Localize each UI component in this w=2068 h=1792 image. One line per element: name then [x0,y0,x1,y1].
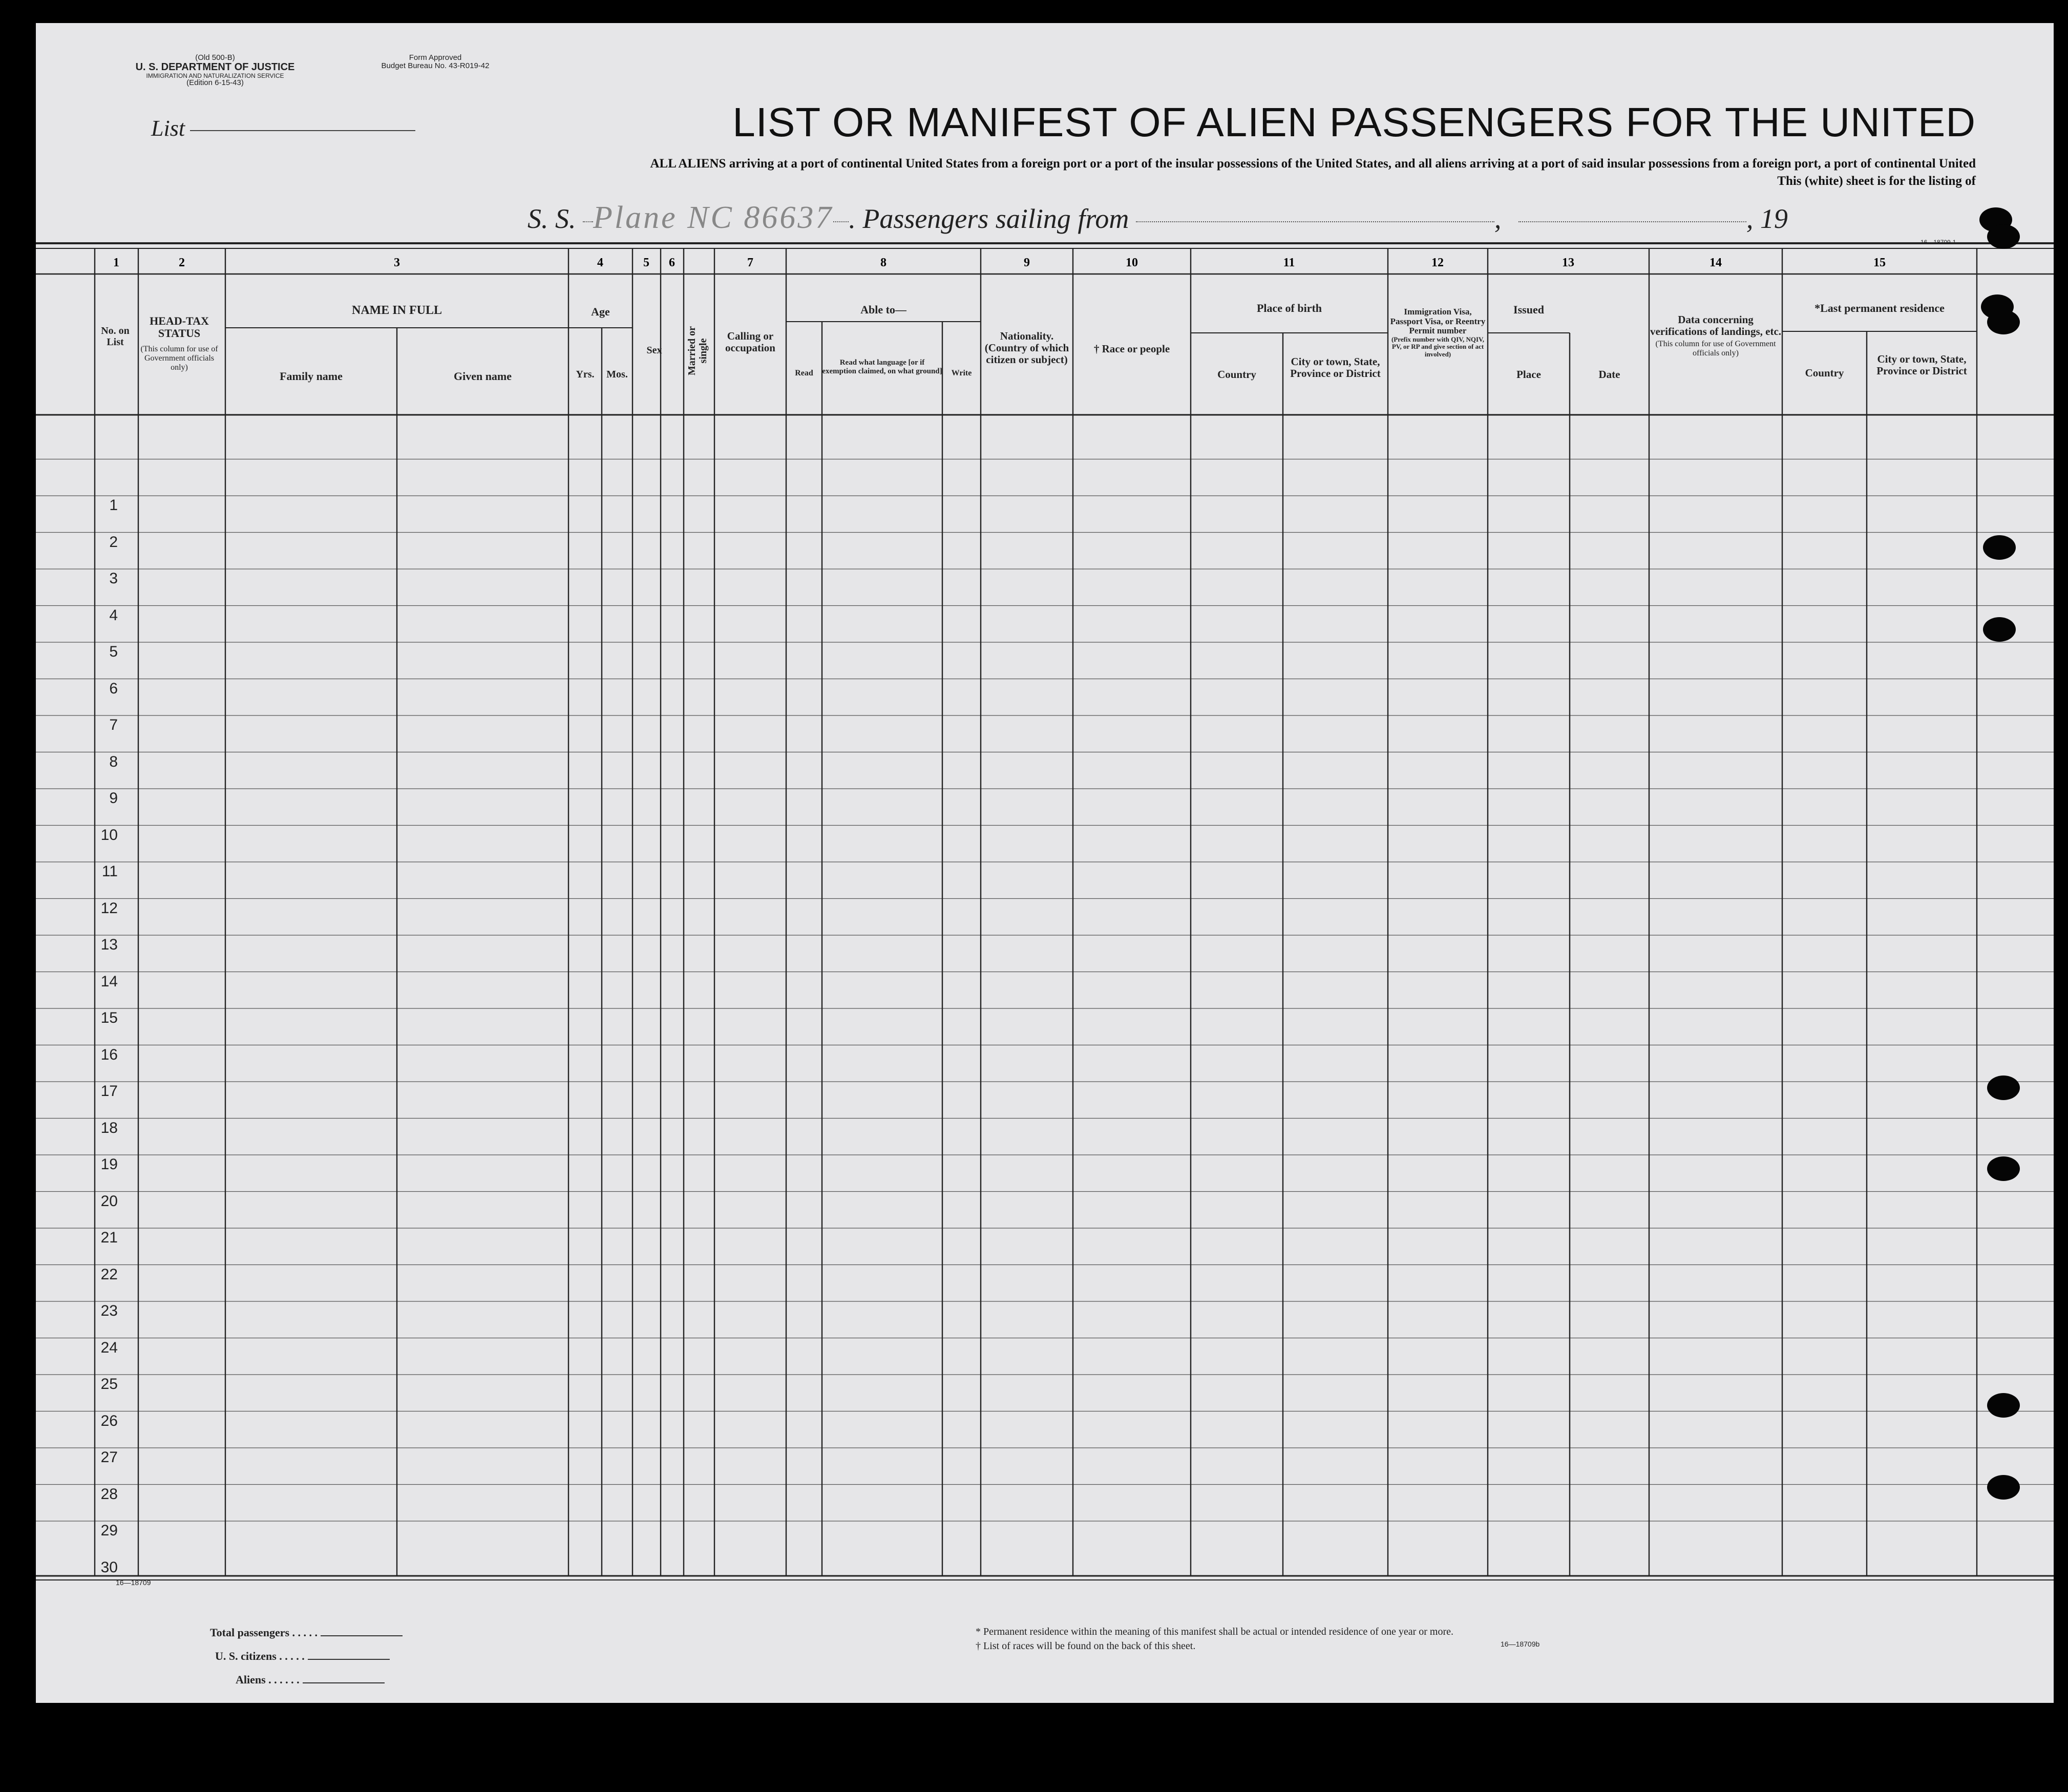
passengers-sailing-label: . Passengers sailing from [849,203,1129,234]
row-number: 18 [100,1119,118,1136]
footnotes [976,1625,1453,1653]
row-number: 2 [109,533,118,551]
hdr-verifications [1649,314,1782,357]
hdr-name-in-full: NAME IN FULL [351,304,442,317]
hdr-married-single: Married or single [686,326,709,376]
hdr-issued-date: Date [1598,368,1620,381]
aliens-line [303,1682,385,1683]
instructions-line-2: This (white) sheet is for the listing of [1777,174,1976,188]
punch-hole [1987,224,2020,249]
punch-hole [1983,535,2016,560]
row-number: 27 [100,1449,118,1466]
vessel-line: S. S. Plane NC 86637 . Passengers sailing from , , 19 [527,200,1788,235]
hdr-visa-title: Immigration Visa, Passport Visa, or Reentry Permit number [1390,307,1486,336]
hdr-write: Write [951,369,972,377]
column-number: 11 [1283,256,1295,269]
hdr-able-to: Able to— [860,303,906,316]
punch-hole [1987,1156,2020,1181]
row-number: 29 [100,1522,118,1540]
hdr-head-tax-note: (This column for use of Government officials only) [140,345,218,372]
column-number: 15 [1873,256,1886,269]
hdr-family-name: Family name [280,370,343,383]
column-number: 7 [747,256,753,269]
us-citizens-label: U. S. citizens . . . . . [215,1650,305,1662]
form-number: (Old 500-B) [195,53,235,62]
hdr-head-tax-title: HEAD-TAX STATUS [150,314,209,340]
instructions-line-1: ALL ALIENS arriving at a port of continental United States from a foreign port or a port of the insular possessions of the United States, and all aliens arriving at a port of said insular possessions from a foreign port, a port of continental United [650,157,1976,171]
row-number: 13 [100,936,118,954]
hdr-age-mos: Mos. [606,369,628,380]
row-number: 23 [100,1302,118,1320]
hdr-nationality: Nationality. (Country of which citizen or subject) [984,330,1069,366]
column-number: 10 [1126,256,1138,269]
edition: (Edition 6-15-43) [186,78,244,88]
hdr-no-on-list: No. on List [101,325,130,348]
row-number: 28 [100,1485,118,1503]
row-number: 10 [100,826,118,844]
hdr-issued: Issued [1513,303,1544,316]
form-approved-label: Form Approved [409,53,462,62]
aliens-label: Aliens . . . . . . [236,1673,300,1686]
hdr-sex: Sex [646,345,662,356]
row-number: 3 [109,570,118,587]
punch-hole [1983,617,2016,642]
row-number: 22 [100,1266,118,1283]
column-number: 9 [1024,256,1030,269]
total-passengers-line [321,1635,403,1636]
column-number: 8 [880,256,887,269]
hdr-age-yrs: Yrs. [576,369,595,380]
column-number: 1 [113,256,119,269]
row-number: 15 [100,1009,118,1027]
hdr-place-of-birth: Place of birth [1256,302,1322,314]
column-number: 14 [1710,256,1722,269]
row-number: 20 [100,1192,118,1210]
hdr-given-name: Given name [453,370,512,383]
hdr-race: † Race or people [1093,343,1170,355]
hdr-verifications-title: Data concerning verifications of landings, etc. [1650,313,1782,338]
row-number: 24 [100,1339,118,1356]
hdr-last-residence: *Last permanent residence [1814,302,1945,314]
hdr-residence-city: City or town, State, Province or District [1876,353,1967,377]
row-number: 21 [100,1229,118,1247]
column-number: 2 [179,256,185,269]
list-label: List [151,116,185,141]
row-number: 19 [100,1156,118,1173]
hdr-birth-country: Country [1217,368,1256,381]
form-code: 16—18709 [116,1578,151,1587]
form-code-top: 16—18709-1 [1921,239,1956,246]
column-number: 6 [669,256,675,269]
hdr-read-what-language: Read what language [or if exemption claimed, on what ground] [822,359,942,375]
us-citizens-line [308,1659,390,1660]
year-prefix: , 19 [1746,203,1788,234]
hdr-verifications-note: (This column for use of Government officials only) [1655,340,1776,357]
row-number: 6 [109,680,118,697]
column-number: 12 [1431,256,1444,269]
column-number: 3 [394,256,400,269]
row-number: 12 [100,899,118,917]
row-number: 7 [109,716,118,734]
row-number: 16 [100,1046,118,1063]
row-number: 8 [109,753,118,770]
column-number: 5 [643,256,649,269]
column-number: 13 [1562,256,1574,269]
punch-hole [1987,310,2020,334]
aliens-row [210,1673,403,1697]
page-title: LIST OR MANIFEST OF ALIEN PASSENGERS FOR THE UNITED [732,99,1976,145]
total-passengers-row [210,1626,403,1650]
budget-bureau-number: Budget Bureau No. 43-R019-42 [381,61,490,70]
row-number: 30 [100,1558,118,1576]
row-number: 17 [100,1083,118,1100]
hdr-age: Age [591,305,610,318]
row-number: 11 [101,863,118,880]
hdr-visa [1388,307,1488,358]
form-code-footnote: 16—18709b [1501,1640,1540,1648]
row-number: 25 [100,1376,118,1393]
punch-hole [1987,1475,2020,1500]
service-name: IMMIGRATION AND NATURALIZATION SERVICE [146,72,284,79]
footnote-races: † List of races will be found on the back of this sheet. [976,1640,1196,1652]
hdr-visa-note: (Prefix number with QIV, NQIV, PV, or RP and give section of act involved) [1391,335,1485,358]
row-number: 4 [109,606,118,624]
totals-block [210,1626,403,1697]
row-number: 5 [109,643,118,661]
hdr-head-tax [138,315,220,372]
manifest-sheet [36,23,2054,1703]
footnote-residence: * Permanent residence within the meaning of this manifest shall be actual or intended residence of one year or more. [976,1626,1454,1637]
hdr-birth-city: City or town, State, Province or District [1290,355,1381,380]
row-number: 1 [109,497,118,514]
punch-hole [1987,1393,2020,1418]
ss-label: S. S. [527,203,576,234]
hdr-read: Read [795,369,813,377]
department-name: U. S. DEPARTMENT OF JUSTICE [135,61,295,73]
total-passengers-label: Total passengers . . . . . [210,1626,318,1639]
row-number: 9 [109,790,118,807]
row-number: 26 [100,1412,118,1429]
hdr-issued-place: Place [1516,368,1541,381]
row-number: 14 [100,973,118,990]
manifest-grid [36,23,2054,1703]
hdr-calling: Calling or occupation [725,330,775,354]
hdr-residence-country: Country [1805,367,1844,379]
column-number: 4 [597,256,603,269]
punch-hole [1987,1076,2020,1100]
us-citizens-row [210,1650,403,1673]
vessel-name-handwritten: Plane NC 86637 [593,200,834,235]
